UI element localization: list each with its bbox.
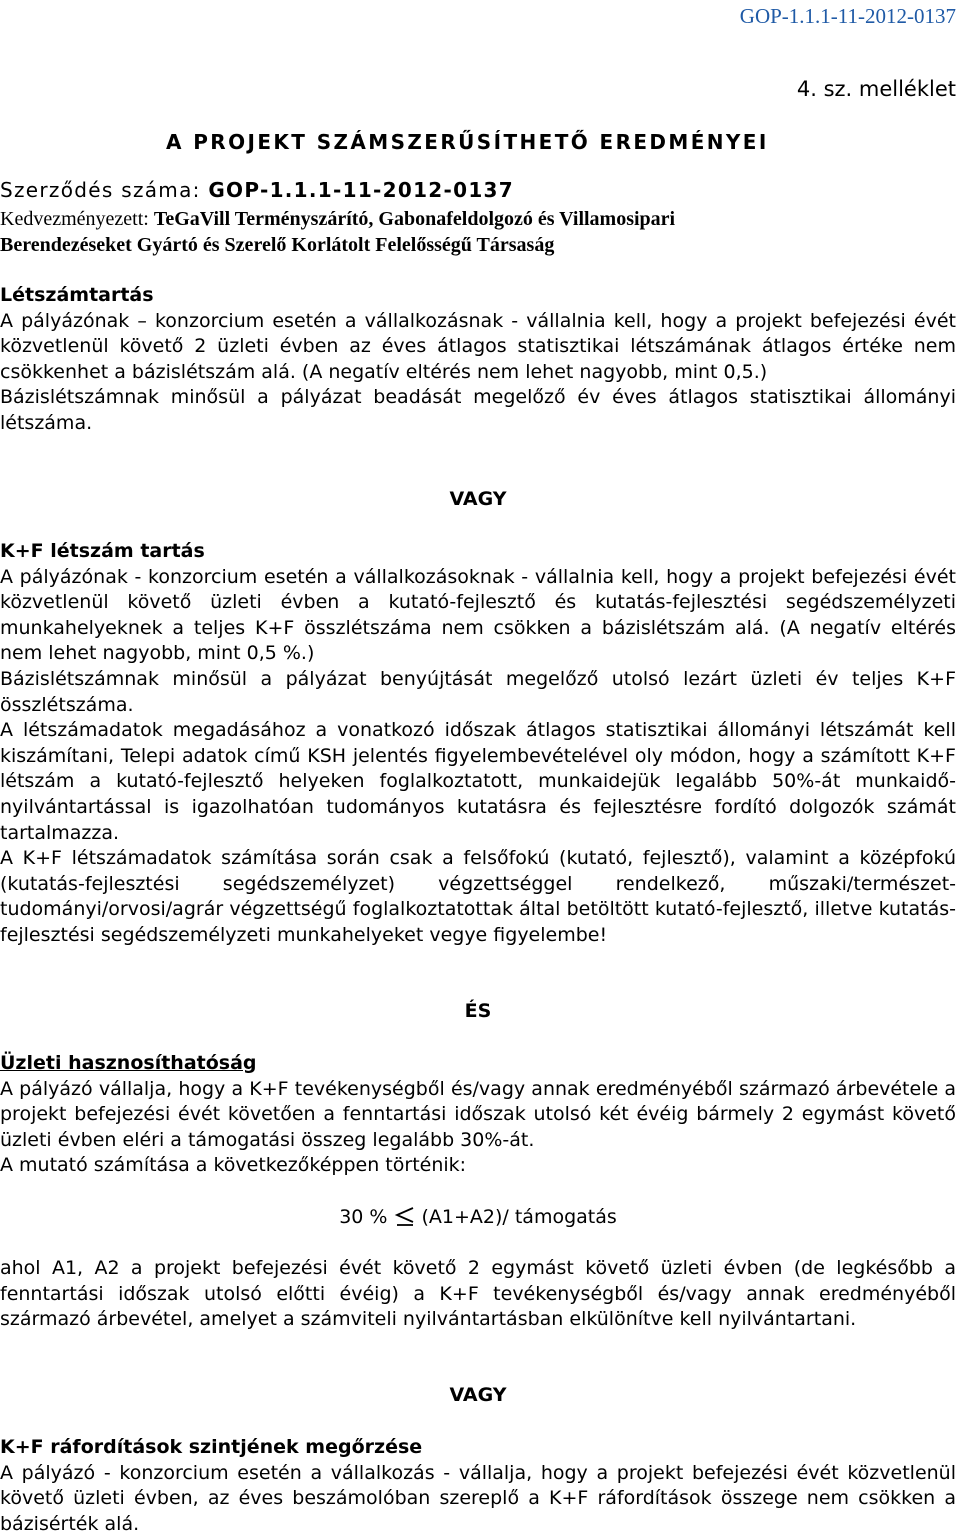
document-code: GOP-1.1.1-11-2012-0137 — [739, 4, 956, 28]
section-business-use — [0, 1051, 956, 1179]
paragraph: A pályázó vállalja, hogy a K+F tevékenységből és/vagy annak eredményéből származó árbevétele a projekt befejezési évét követően a fenntartási időszak utolsó két évéig bármely 2 egymást követő üzleti évben eléri a támogatási összeg legalább 30%-át. — [0, 1077, 956, 1151]
beneficiary-line1 — [0, 206, 960, 232]
section-heading: Létszámtartás — [0, 284, 154, 306]
paragraph: Bázislétszámnak minősül a pályázat beadását megelőző év éves átlagos statisztikai állományi létszáma. — [0, 386, 956, 434]
beneficiary-label: Kedvezményezett: — [0, 208, 154, 230]
separator-or: VAGY — [449, 1384, 507, 1406]
paragraph: A K+F létszámadatok számítása során csak a felsőfokú (kutató, fejlesztő), valamint a középfokú (kutatás-fejlesztési segédszemélyzet) végzettséggel rendelkező, műszaki/természet-tudományi/orvosi/agrár végzettségű foglalkoztatottak által betöltött kutató-fejlesztő, illetve kutatás-fejlesztési segédszemélyzeti munkahelyeket vegye figyelembe! — [0, 847, 956, 946]
page-title: A PROJEKT SZÁMSZERŰSÍTHETŐ EREDMÉNYEI — [166, 130, 769, 154]
section-rd-staff — [0, 539, 956, 949]
contract-value: GOP-1.1.1-11-2012-0137 — [208, 178, 514, 202]
beneficiary-name-line1: TeGaVill Terményszárító, Gabonafeldolgozó és Villamosipari — [153, 208, 676, 230]
section-heading: Üzleti hasznosíthatóság — [0, 1052, 257, 1074]
annex-label: 4. sz. melléklet — [796, 77, 956, 101]
section-business-definition — [0, 1256, 956, 1333]
paragraph: A mutató számítása a következőképpen történik: — [0, 1154, 467, 1177]
separator-or: VAGY — [449, 488, 507, 510]
separator-and: ÉS — [464, 1000, 492, 1022]
formula-left: 30 % — [339, 1206, 388, 1228]
section-rd-costs — [0, 1435, 956, 1537]
beneficiary-name-line2: Berendezéseket Gyártó és Szerelő Korlátolt Felelősségű Társaság — [0, 234, 555, 256]
paragraph: ahol A1, A2 a projekt befejezési évét követő 2 egymást követő üzleti évben (de legkésőbb a fenntartási időszak utolsó előtti évéig) a K+F tevékenységből és/vagy annak eredményéből származó árbevétel, amelyet a számviteli nyilvántartásban elkülönítve kell nyilvántartani. — [0, 1257, 956, 1331]
paragraph: A pályázónak – konzorcium esetén a vállalkozásnak - vállalnia kell, hogy a projekt befejezési évét közvetlenül követő 2 üzleti évben az éves átlagos statisztikai létszámának átlagos értéke nem csökkenhet a bázislétszám alá. (A negatív eltérés nem lehet nagyobb, mint 0,5.) — [0, 309, 956, 383]
section-staff-keeping — [0, 283, 956, 437]
paragraph: A pályázó - konzorcium esetén a vállalkozás - vállalja, hogy a projekt befejezési évét közvetlenül követő üzleti évben, az éves beszámolóban szereplő a K+F ráfordítások összege nem csökken a bázisérték alá. — [0, 1461, 956, 1535]
formula — [0, 1206, 956, 1228]
section-heading: K+F létszám tartás — [0, 540, 205, 562]
formula-right: (A1+A2)/ támogatás — [421, 1206, 617, 1228]
paragraph: A létszámadatok megadásához a vonatkozó időszak átlagos statisztikai állományi létszámát kell kiszámítani, Telepi adatok című KSH jelentés figyelembevételével oly módon, hogy a számított K+F létszám a kutató-fejlesztő helyeken foglalkoztatott, munkaidejük legalább 50%-át munkaidő-nyilvántartással is igazolhatóan tudományos kutatásra és fejlesztésre fordító dolgozók számát tartalmazza. — [0, 719, 956, 844]
beneficiary-line2 — [0, 232, 960, 258]
section-heading: K+F ráfordítások szintjének megőrzése — [0, 1436, 423, 1458]
paragraph: Bázislétszámnak minősül a pályázat benyújtását megelőző utolsó lezárt üzleti év teljes K+F összlétszáma. — [0, 667, 956, 716]
less-equal-icon — [394, 1206, 416, 1226]
contract-number — [0, 178, 514, 202]
paragraph: A pályázónak - konzorcium esetén a vállalkozásoknak - vállalnia kell, hogy a projekt befejezési évét közvetlenül követő üzleti évben a kutató-fejlesztő és kutatás-fejlesztési segédszemélyzeti munkahelyeknek a teljes K+F összlétszáma nem csökken a bázislétszám alá. (A negatív eltérés nem lehet nagyobb, mint 0,5 %.) — [0, 565, 956, 665]
beneficiary — [0, 206, 960, 258]
contract-label: Szerződés száma: — [0, 178, 209, 202]
